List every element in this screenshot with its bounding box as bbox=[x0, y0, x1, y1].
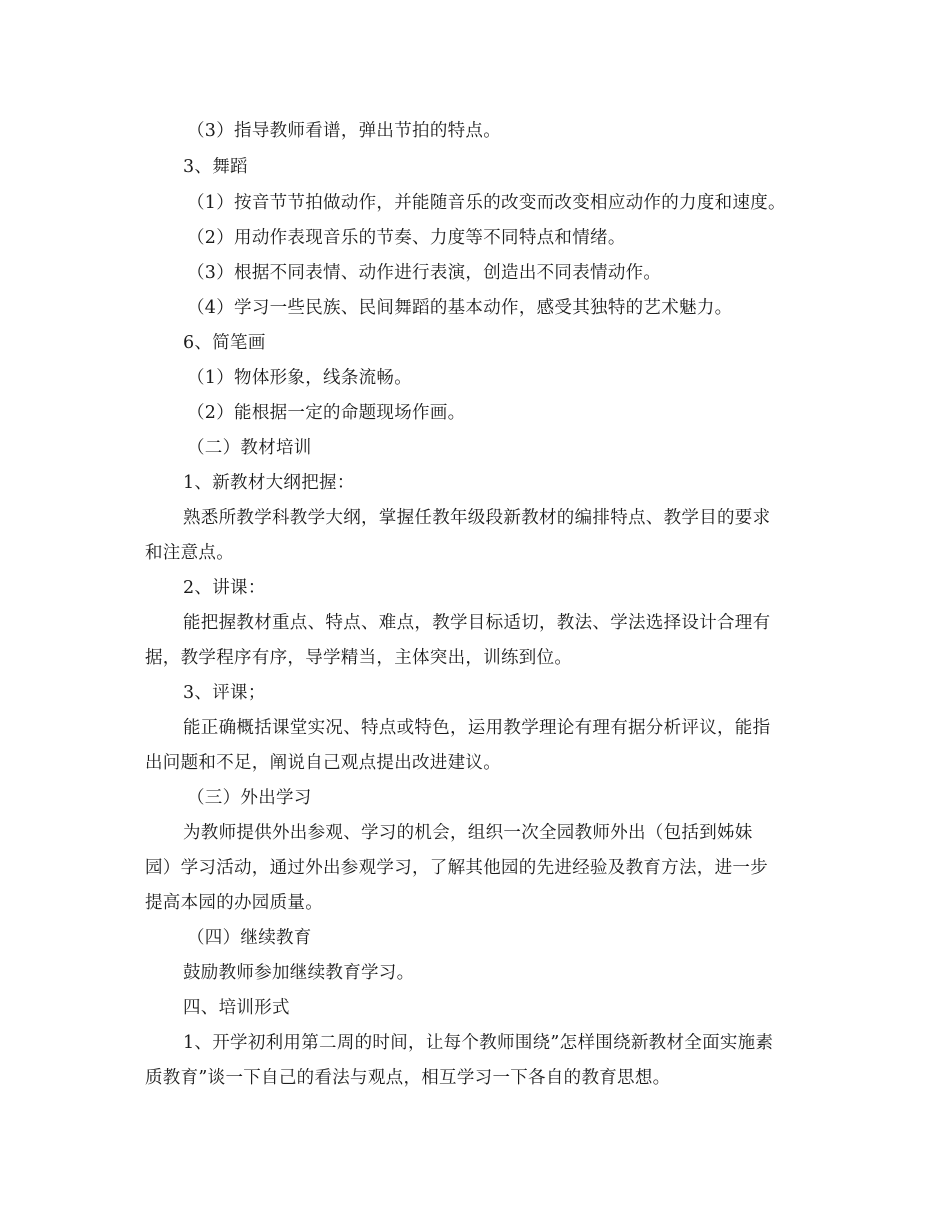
heading-continuing-education: （四）继续教育 bbox=[187, 928, 312, 948]
heading-training-form: 四、培训形式 bbox=[183, 998, 290, 1018]
paragraph-training-form-line-2: 质教育”谈一下自己的看法与观点，相互学习一下各自的教育思想。 bbox=[145, 1068, 671, 1088]
paragraph-training-form-line-1: 1、开学初利用第二周的时间，让每个教师围绕”怎样围绕新教材全面实施素 bbox=[183, 1033, 774, 1053]
paragraph-continuing-education: 鼓励教师参加继续教育学习。 bbox=[183, 963, 415, 983]
paragraph-evaluation-line-2: 出问题和不足，阐说自己观点提出改进建议。 bbox=[145, 753, 501, 773]
paragraph-evaluation-line-1: 能正确概括课堂实况、特点或特色，运用教学理论有理有据分析评议，能指 bbox=[183, 718, 771, 738]
heading-lecture: 2、讲课： bbox=[183, 578, 266, 598]
paragraph-external-line-2: 园）学习活动，通过外出参观学习，了解其他园的先进经验及教育方法，进一步 bbox=[145, 858, 768, 878]
heading-external-study: （三）外出学习 bbox=[187, 788, 312, 808]
paragraph-external-line-1: 为教师提供外出参观、学习的机会，组织一次全园教师外出（包括到姊妹 bbox=[183, 823, 753, 843]
heading-new-syllabus: 1、新教材大纲把握： bbox=[183, 473, 355, 493]
line-sketch-item-2: （2）能根据一定的命题现场作画。 bbox=[187, 403, 466, 423]
line-dance-item-3: （3）根据不同表情、动作进行表演，创造出不同表情动作。 bbox=[187, 263, 662, 283]
line-dance-item-4: （4）学习一些民族、民间舞蹈的基本动作，感受其独特的艺术魅力。 bbox=[187, 298, 733, 318]
heading-evaluation: 3、评课； bbox=[183, 683, 266, 703]
line-music-item-3: （3）指导教师看谱，弹出节拍的特点。 bbox=[187, 121, 502, 141]
paragraph-syllabus-line-1: 熟悉所教学科教学大纲，掌握任教年级段新教材的编排特点、教学目的要求 bbox=[183, 508, 771, 528]
line-dance-item-1: （1）按音节节拍做动作，并能随音乐的改变而改变相应动作的力度和速度。 bbox=[187, 193, 786, 213]
heading-textbook-training: （二）教材培训 bbox=[187, 438, 312, 458]
heading-sketch: 6、简笔画 bbox=[183, 333, 266, 353]
paragraph-syllabus-line-2: 和注意点。 bbox=[145, 543, 234, 563]
paragraph-lecture-line-1: 能把握教材重点、特点、难点，教学目标适切，教法、学法选择设计合理有 bbox=[183, 613, 771, 633]
line-dance-item-2: （2）用动作表现音乐的节奏、力度等不同特点和情绪。 bbox=[187, 228, 626, 248]
paragraph-lecture-line-2: 据，教学程序有序，导学精当，主体突出，训练到位。 bbox=[145, 648, 573, 668]
heading-dance: 3、舞蹈 bbox=[183, 157, 248, 177]
paragraph-external-line-3: 提高本园的办园质量。 bbox=[145, 893, 323, 913]
line-sketch-item-1: （1）物体形象，线条流畅。 bbox=[187, 368, 413, 388]
